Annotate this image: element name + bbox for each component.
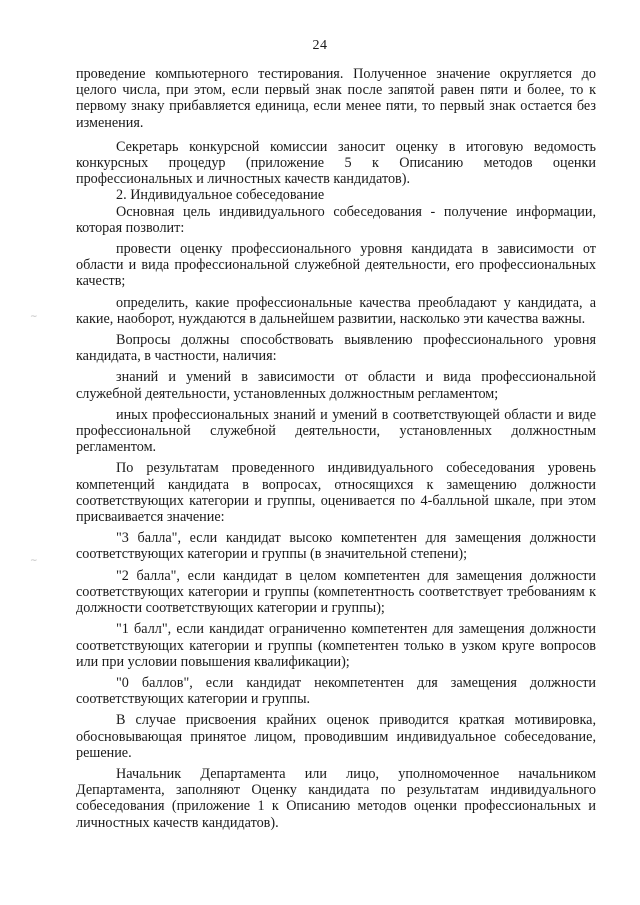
list-item: провести оценку профессионального уровня кандидата в зависимости от области и вида профессиональной служебной деятельности, его профессиональных качеств; xyxy=(76,241,596,290)
list-item: "0 баллов", если кандидат некомпетентен для замещения должности соответствующих категории и группы. xyxy=(76,674,596,708)
list-item: "2 балла", если кандидат в целом компетентен для замещения должности соответствующих категории и группы (компетентность соответствует требованиям к должности соответствующих категории и группы); xyxy=(76,567,596,617)
paragraph: Начальник Департамента или лицо, уполномоченное начальником Департамента, заполняют Оценку кандидата по результатам индивидуального собеседования (приложение 1 к Описанию методов оценки профессиональных и личностных качеств кандидатов). xyxy=(76,765,596,831)
margin-scan-mark: ~ xyxy=(30,312,38,322)
page-number: 24 xyxy=(312,38,328,53)
paragraph: Секретарь конкурсной комиссии заносит оценку в итоговую ведомость конкурсных процедур (приложение 5 к Описанию методов оценки профессиональных и личностных качеств кандидатов). xyxy=(76,138,596,188)
paragraph: проведение компьютерного тестирования. Полученное значение округляется до целого числа, при этом, если первый знак после запятой равен пяти и более, то к первому знаку прибавляется единица, если менее пяти, то первый знак остается без изменения. xyxy=(76,66,596,131)
section-heading: 2. Индивидуальное собеседование xyxy=(116,187,325,204)
document-body xyxy=(76,66,596,831)
list-item: иных профессиональных знаний и умений в соответствующей области и виде профессиональной служебной деятельности, установленных должностным регламентом. xyxy=(76,406,596,456)
margin-scan-mark: ~ xyxy=(30,556,38,566)
list-item: знаний и умений в зависимости от области и вида профессиональной служебной деятельности, установленных должностным регламентом; xyxy=(76,369,596,402)
paragraph: В случае присвоения крайних оценок приводится краткая мотивировка, обосновывающая принятое лицом, проводившим индивидуальное собеседование, решение. xyxy=(76,712,596,761)
paragraph: Основная цель индивидуального собеседования - получение информации, которая позволит: xyxy=(76,203,596,236)
list-item: определить, какие профессиональные качества преобладают у кандидата, а какие, наоборот, нуждаются в дальнейшем развитии, насколько эти качества важны. xyxy=(76,294,596,327)
paragraph: Вопросы должны способствовать выявлению профессионального уровня кандидата, в частности, наличия: xyxy=(76,332,596,365)
list-item: "1 балл", если кандидат ограниченно компетентен для замещения должности соответствующих категории и группы (компетентен только в узком круге вопросов или при условии повышения квалификации); xyxy=(76,621,596,670)
list-item: "3 балла", если кандидат высоко компетентен для замещения должности соответствующих категории и группы (в значительной степени); xyxy=(76,530,596,563)
paragraph: По результатам проведенного индивидуального собеседования уровень компетенций кандидата в вопросах, относящихся к замещению должности соответствующих категории и группы, оценивается по 4-балльной шкале, при этом присваивается значение: xyxy=(76,460,596,526)
